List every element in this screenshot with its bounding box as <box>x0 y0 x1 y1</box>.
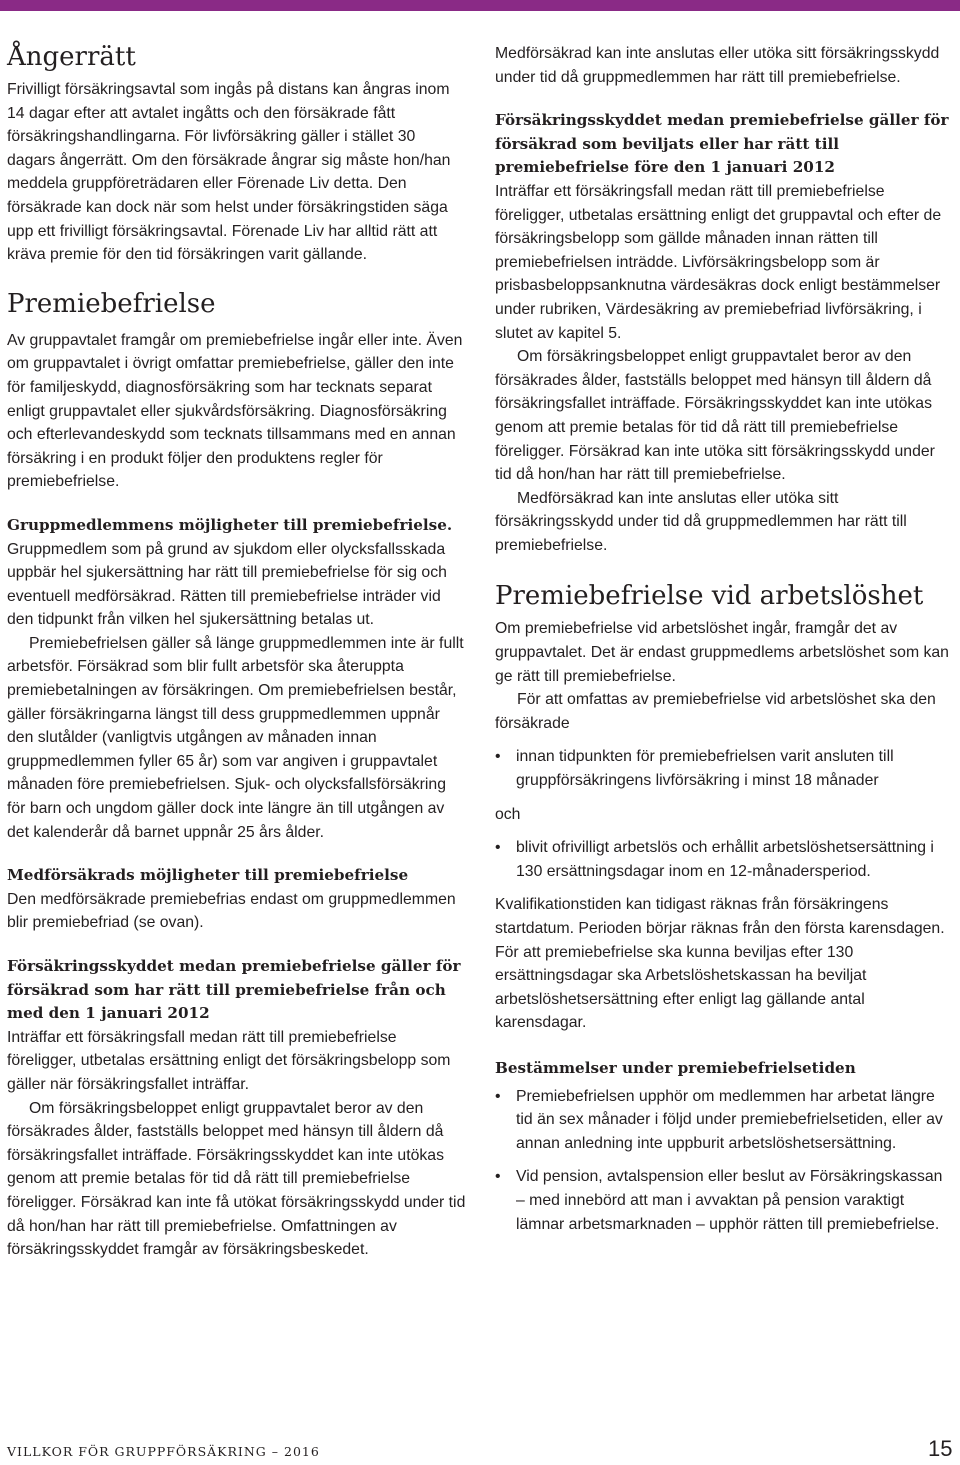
premiebefrielse-text: Av gruppavtalet framgår om premiebefrielse ingår eller inte. Även om gruppavtalet i övrigt omfattar premiebefrielse, gäller den inte för familjeskydd, diagnosförsäkring som har tecknats separat enligt gruppavtalet eller sjukvårdsförsäkring. Diagnosförsäkring och efterlevandeskydd som tecknats tillsammans med en annan försäkring i en produkt följer den produktens regler för premiebefrielse. <box>7 331 463 491</box>
heading-premiebefrielse: Premiebefrielse <box>7 288 216 319</box>
och-text: och <box>495 805 521 823</box>
list-item <box>495 1085 950 1156</box>
list-item-text: blivit ofrivilligt arbetslös och erhållit arbetslöshetsersättning i 130 ersättningsdagar inom en 12-månadersperiod. <box>516 839 934 880</box>
arbetsloshet-bullets-1 <box>495 745 950 792</box>
angerratt-text: Frivilligt försäkringsavtal som ingås på distans kan ångras inom 14 dagar efter att avtalet ingåtts och den försäkrade fått försäkringshandlingarna. För livförsäkring gäller i stället 30 dagars ångerrätt. Om den försäkrade ångrar sig måste hon/han meddela gruppföreträdaren eller Förenade Liv detta. Den försäkrade kan dock när som helst under försäkringstiden säga upp ett frivilligt försäkringsavtal. Förenade Liv har alltid rätt att kräva premie för den tid försäkringen varit gällande. <box>7 81 451 264</box>
list-item <box>495 836 950 883</box>
right-column <box>495 42 950 1236</box>
bullet-icon: • <box>495 1168 501 1186</box>
skydd-fore-text-1: Inträffar ett försäkringsfall medan rätt till premiebefrielse föreligger, utbetalas ersättning enligt det gruppavtal och efter de försäkringsbelopp som gällde månaden innan rätten till premiebefrielsen inträdde. Livförsäkringsbelopp som är prisbasbeloppsanknutna värdesäkras dock enligt bestämmelser under rubriken, Värdesäkring av premiebefriad livförsäkring, i slutet av kapitel 5. <box>495 182 942 342</box>
list-item <box>495 1165 950 1236</box>
page-number: 15 <box>928 1436 953 1461</box>
arbetsloshet-text-3: Kvalifikationstiden kan tidigast räknas från försäkringens startdatum. Perioden börjar räknas från den första karensdagen. För att premiebefrielse ska kunna beviljas efter 130 ersättningsdagar ska Arbetslöshetskassan ha beviljat arbetslöshetsersättning efter enligt lag gällande antal karensdagar. <box>495 896 945 1032</box>
bullet-icon: • <box>495 748 501 766</box>
footer-title: VILLKOR FÖR GRUPPFÖRSÄKRING – 2016 <box>7 1444 320 1459</box>
gruppmedlem-text-2: Premiebefrielsen gäller så länge gruppmedlemmen inte är fullt arbetsför. Försäkrad som blir fullt arbetsför ska återuppta premiebetalningen av försäkringen. Om premiebefrielsen består, gäller försäkringarna längst till dess gruppmedlemmen uppnår den slutålder (vanligtvis utgången av månaden innan gruppmedlemmen fyller 65 år) som var angiven i gruppavtalet månaden före premiebefrielsen. Sjuk- och olycksfallsförsäkring för barn och ungdom gäller dock inte längre än till utgången av det kalenderår då barnet uppnår 25 års ålder. <box>7 634 464 841</box>
heading-gruppmedlem: Gruppmedlemmens möjligheter till premiebefrielse. <box>7 515 453 534</box>
bestammelser-bullets <box>495 1085 950 1237</box>
bullet-icon: • <box>495 1087 501 1105</box>
heading-angerratt: Ångerrätt <box>7 42 136 72</box>
heading-skydd-fran-2012: Försäkringsskyddet medan premiebefrielse gäller för försäkrad som har rätt till premiebefrielse från och med den 1 januari 2012 <box>7 957 461 1023</box>
heading-medforsakrad: Medförsäkrads möjligheter till premiebefrielse <box>7 866 409 885</box>
heading-skydd-fore-2012: Försäkringsskyddet medan premiebefrielse gäller för försäkrad som beviljats eller har rätt till premiebefrielse före den 1 januari 2012 <box>495 111 949 177</box>
medforsakrad-text: Den medförsäkrade premiebefrias endast om gruppmedlemmen blir premiebefriad (se ovan). <box>7 890 456 932</box>
right-intro-text: Medförsäkrad kan inte anslutas eller utöka sitt försäkringsskydd under tid då gruppmedlemmen har rätt till premiebefrielse. <box>495 45 940 86</box>
arbetsloshet-bullets-2 <box>495 836 950 883</box>
list-item-text: innan tidpunkten för premiebefrielsen varit ansluten till gruppförsäkringens livförsäkring i minst 18 månader <box>516 748 894 790</box>
arbetsloshet-text-2: För att omfattas av premiebefrielse vid arbetslöshet ska den försäkrade <box>495 691 936 732</box>
heading-arbetsloshet: Premiebefrielse vid arbetslöshet <box>495 581 924 612</box>
list-item-text: Premiebefrielsen upphör om medlemmen har arbetat längre tid än sex månader i följd under premiebefrielsetiden, eller av annan anledning inte uppburit arbetslöshetsersättning. <box>516 1087 943 1152</box>
gruppmedlem-text-1: Gruppmedlem som på grund av sjukdom eller olycksfallsskada uppbär hel sjukersättning har rätt till premiebefrielse för sig och eventuell medförsäkrad. Rätten till premiebefrielse inträder vid den tidpunkt från vilken hel sjukersättning betalas ut. <box>7 540 447 629</box>
list-item-text: Vid pension, avtalspension eller beslut av Försäkringskassan – med innebörd att man i avvaktan på pension varaktigt lämnar arbetsmarknaden – upphör rätten till premiebefrielse. <box>516 1168 943 1233</box>
skydd-fran-text-1: Inträffar ett försäkringsfall medan rätt till premiebefrielse föreligger, utbetalas ersättning enligt det försäkringsbelopp som gäller när försäkringsfallet inträffar. <box>7 1028 451 1093</box>
arbetsloshet-text-1: Om premiebefrielse vid arbetslöshet ingår, framgår det av gruppavtalet. Det är endast gruppmedlems arbetslöshet som kan ge rätt till premiebefrielse. <box>495 620 949 685</box>
list-item <box>495 745 950 792</box>
top-accent-bar <box>0 0 960 11</box>
heading-bestammelser: Bestämmelser under premiebefrielsetiden <box>495 1058 856 1077</box>
left-column <box>7 42 467 1262</box>
skydd-fran-text-2: Om försäkringsbeloppet enligt gruppavtalet beror av den försäkrades ålder, fastställs beloppet med hänsyn till åldern då försäkringsfallet inträffade. Försäkringsskyddet kan inte utökas genom att premie betalas för tid då rätt till premiebefrielse föreligger. Försäkrad kan inte få utökat försäkringsskydd under tid då hon/han har rätt till premiebefrielse. Omfattningen av försäkringsskyddet framgår av försäkringsbeskedet. <box>7 1099 466 1259</box>
bullet-icon: • <box>495 839 501 857</box>
skydd-fore-text-3: Medförsäkrad kan inte anslutas eller utöka sitt försäkringsskydd under tid då gruppmedlemmen har rätt till premiebefrielse. <box>495 489 907 554</box>
skydd-fore-text-2: Om försäkringsbeloppet enligt gruppavtalet beror av den försäkrades ålder, fastställs beloppet med hänsyn till åldern då försäkringsfallet inträffade. Försäkringsskyddet kan inte utökas genom att premie betalas för tid då rätt till premiebefrielse föreligger. Försäkrad kan inte utöka sitt försäkringsskydd under tid då hon/han har rätt till premiebefrielse. <box>495 348 935 484</box>
